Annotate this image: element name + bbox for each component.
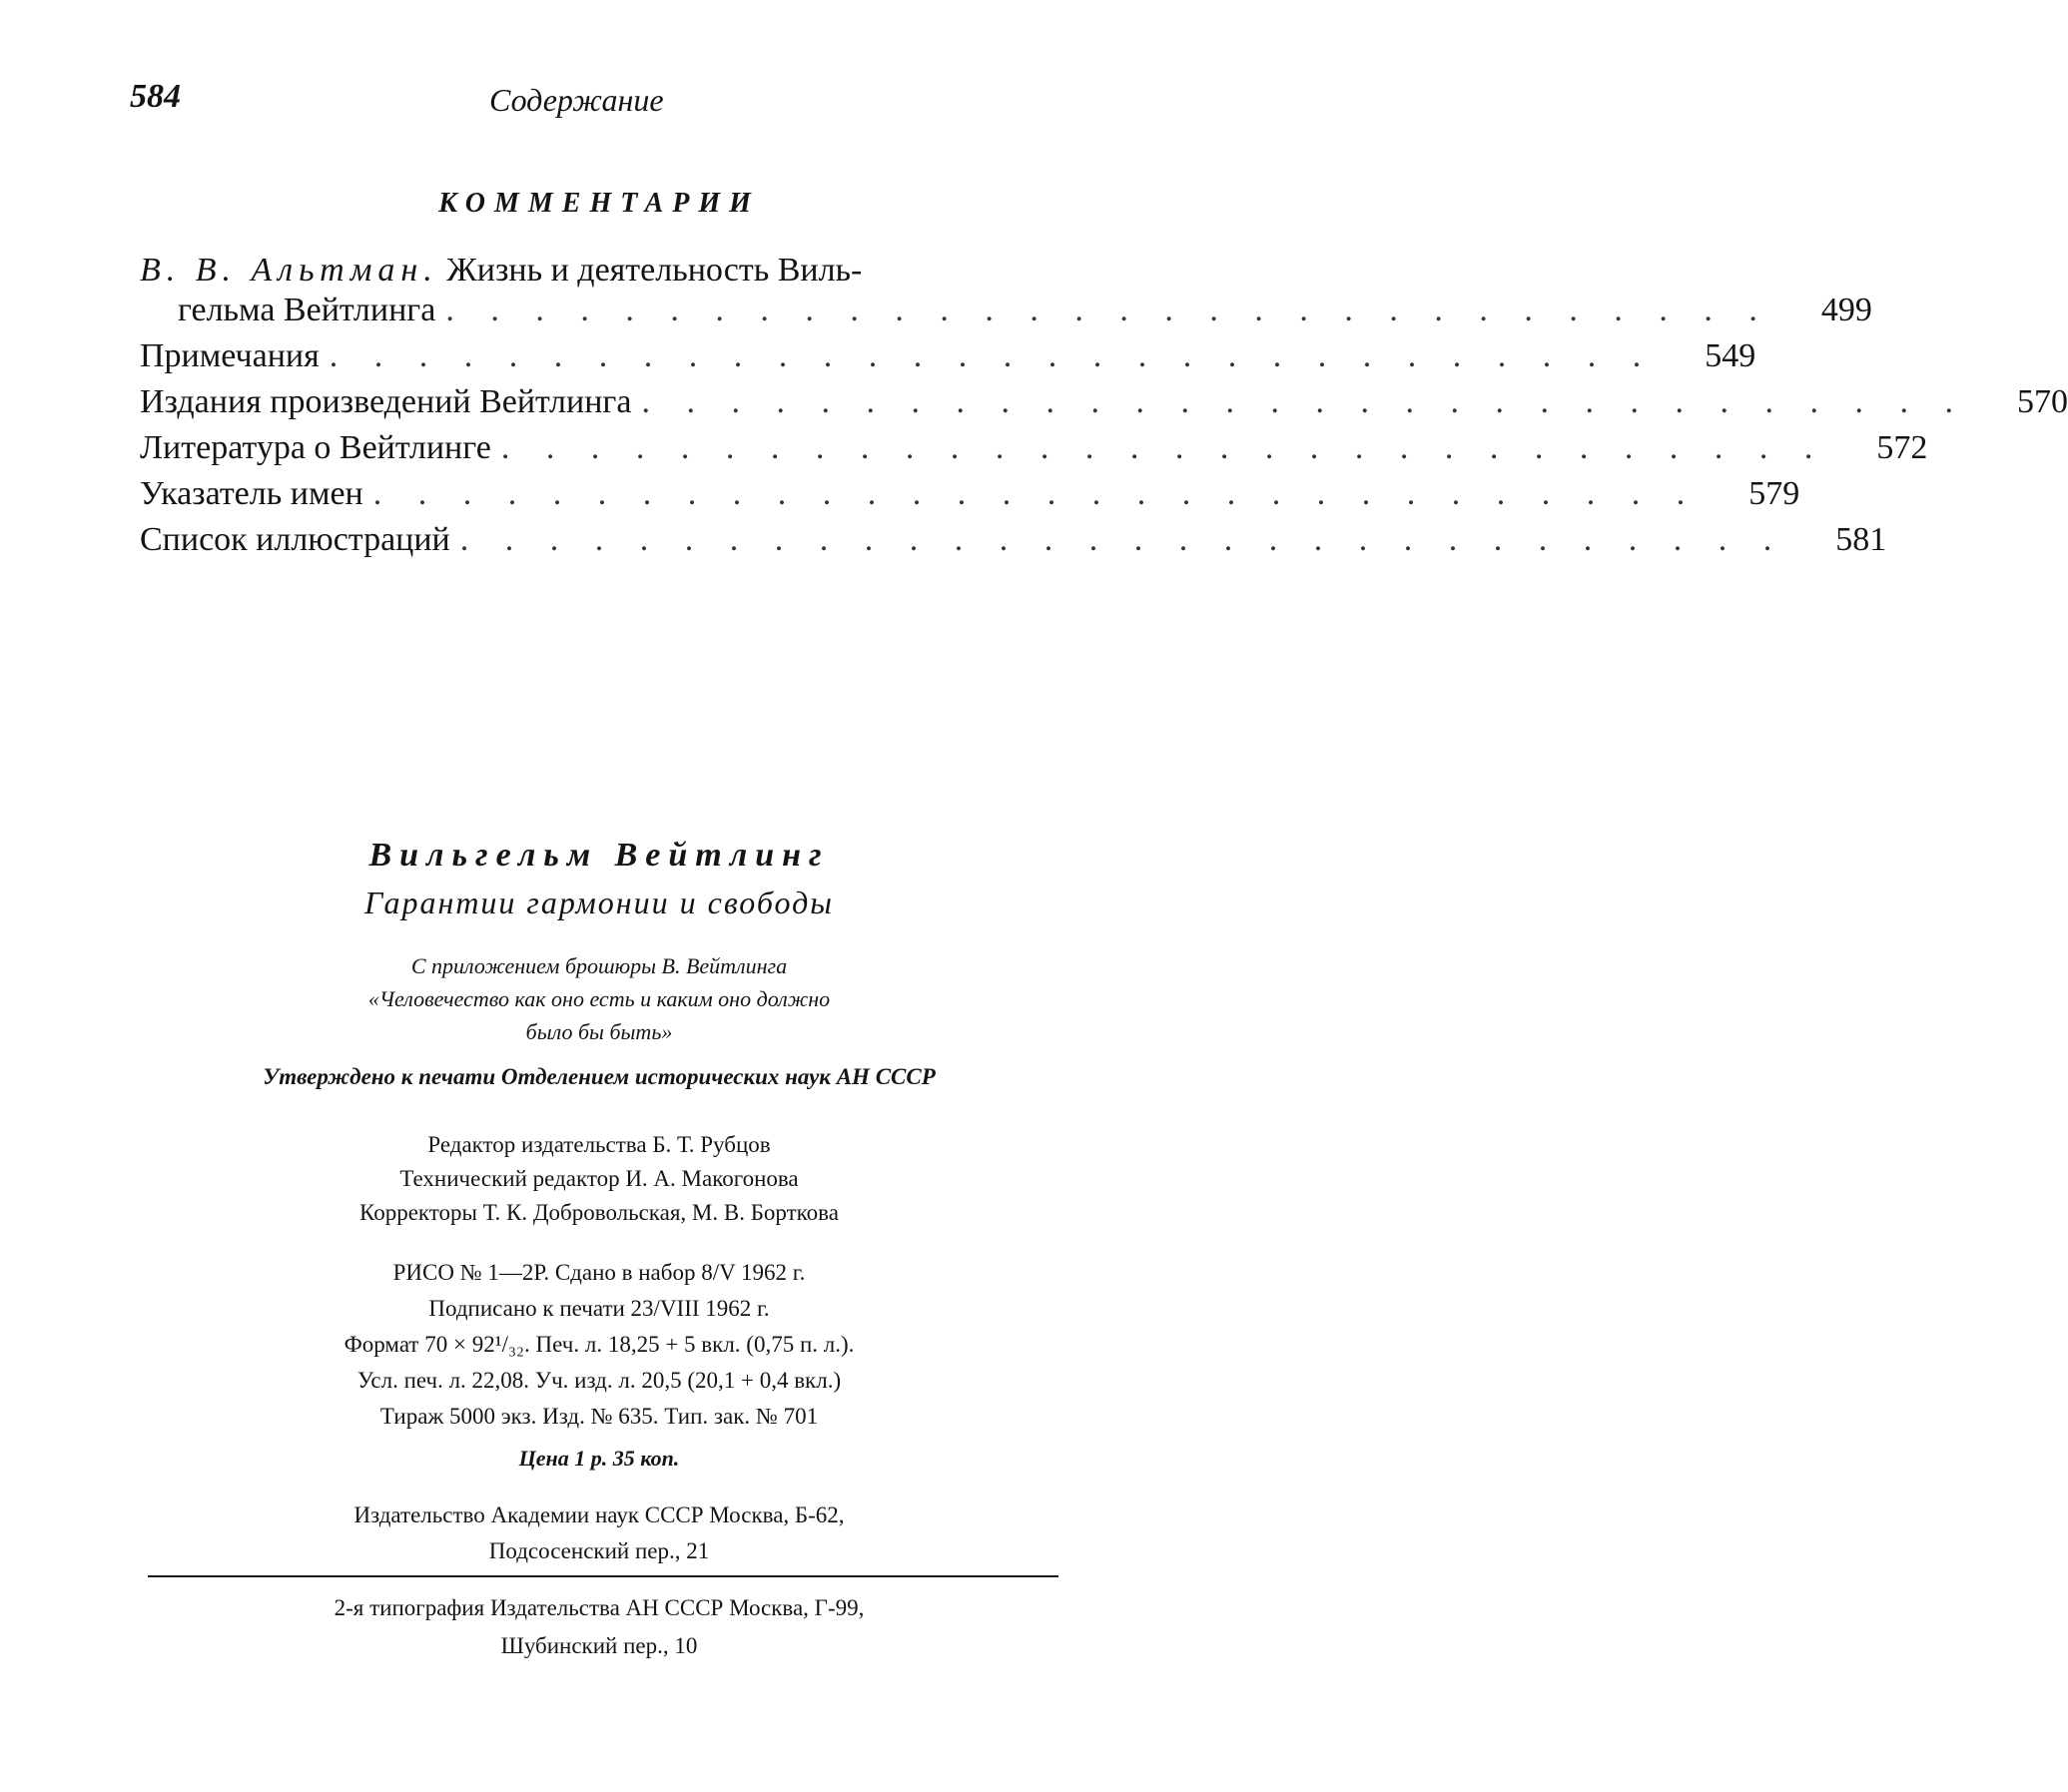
toc-entry: [140, 521, 1887, 567]
book-title: Гарантии гармонии и свободы: [364, 885, 834, 920]
technical-editor-credit: Технический редактор И. А. Макогонова: [399, 1166, 799, 1191]
toc-entry-title: Указатель имен: [140, 475, 363, 512]
appendix-line: «Человечество как оно есть и каким оно должно: [367, 986, 831, 1011]
toc-entry: [140, 383, 2068, 429]
page-number: 584: [130, 78, 181, 115]
divider-rule: [148, 1575, 1058, 1577]
technical-line: Тираж 5000 экз. Изд. № 635. Тип. зак. № 701: [379, 1404, 819, 1429]
printer-address: Шубинский пер., 10: [500, 1633, 698, 1658]
toc-entry: [140, 475, 1800, 521]
price-line: Цена 1 р. 35 коп.: [518, 1446, 680, 1471]
toc-entry-page: 499: [1820, 292, 1872, 328]
leader-dots: . . . . . . . . . . . . . . . . . . . . . . . . . . . . . .: [500, 429, 1827, 466]
toc-entry: [140, 429, 1928, 475]
leader-dots: . . . . . . . . . . . . . . . . . . . . . . . . . . . . . .: [329, 337, 1656, 374]
toc-entry: [140, 337, 1756, 383]
toc-entry-title: Жизнь и деятельность Виль-: [446, 252, 863, 289]
editor-credit: Редактор издательства Б. Т. Рубцов: [427, 1132, 771, 1157]
toc-entry-page: 570: [2016, 383, 2068, 420]
toc-entry: [140, 252, 1068, 292]
toc-entry-page: 572: [1876, 429, 1928, 466]
table-of-contents: [140, 252, 2068, 567]
printer-line: 2-я типография Издательства АН СССР Москва, Г-99,: [334, 1595, 865, 1620]
toc-entry-page: 549: [1705, 337, 1756, 374]
running-title: Содержание: [489, 82, 664, 118]
publisher-line: Издательство Академии наук СССР Москва, Б-62,: [353, 1502, 845, 1527]
appendix-line: было бы быть»: [525, 1019, 673, 1044]
technical-line: РИСО № 1—2Р. Сдано в набор 8/V 1962 г.: [392, 1260, 806, 1285]
toc-entry-title: Список иллюстраций: [140, 521, 450, 558]
book-author: Вильгельм Вейтлинг: [368, 837, 830, 874]
appendix-line: С приложением брошюры В. Вейтлинга: [410, 953, 788, 978]
toc-entry-title: гельма Вейтлинга: [178, 292, 436, 328]
toc-entry-author: В. В. Альтман.: [140, 252, 438, 289]
toc-entry-page: 579: [1748, 475, 1800, 512]
technical-line: Формат 70 × 92¹/₃₂. Печ. л. 18,25 + 5 вкл. (0,75 п. л.).: [344, 1332, 855, 1357]
toc-entry-title: Литература о Вейтлинге: [140, 429, 491, 466]
toc-entry-page: 581: [1835, 521, 1887, 558]
proofreaders-credit: Корректоры Т. К. Добровольская, М. В. Борткова: [359, 1200, 839, 1225]
technical-line: Подписано к печати 23/VIII 1962 г.: [428, 1296, 770, 1321]
technical-line: Усл. печ. л. 22,08. Уч. изд. л. 20,5 (20,1 + 0,4 вкл.): [356, 1368, 842, 1393]
approval-line: Утверждено к печати Отделением исторических наук АН СССР: [263, 1064, 936, 1089]
leader-dots: . . . . . . . . . . . . . . . . . . . . . . . . . . . . . .: [445, 292, 1771, 328]
leader-dots: . . . . . . . . . . . . . . . . . . . . . . . . . . . . . .: [641, 383, 1967, 420]
leader-dots: . . . . . . . . . . . . . . . . . . . . . . . . . . . . . .: [459, 521, 1786, 558]
section-heading: КОММЕНТАРИИ: [438, 188, 760, 219]
publisher-address: Подсосенский пер., 21: [488, 1538, 710, 1563]
toc-entry-title: Примечания: [140, 337, 320, 374]
toc-entry-continuation: [140, 292, 1872, 337]
leader-dots: . . . . . . . . . . . . . . . . . . . . . . . . . . . . . .: [372, 475, 1700, 512]
toc-entry-title: Издания произведений Вейтлинга: [140, 383, 632, 420]
